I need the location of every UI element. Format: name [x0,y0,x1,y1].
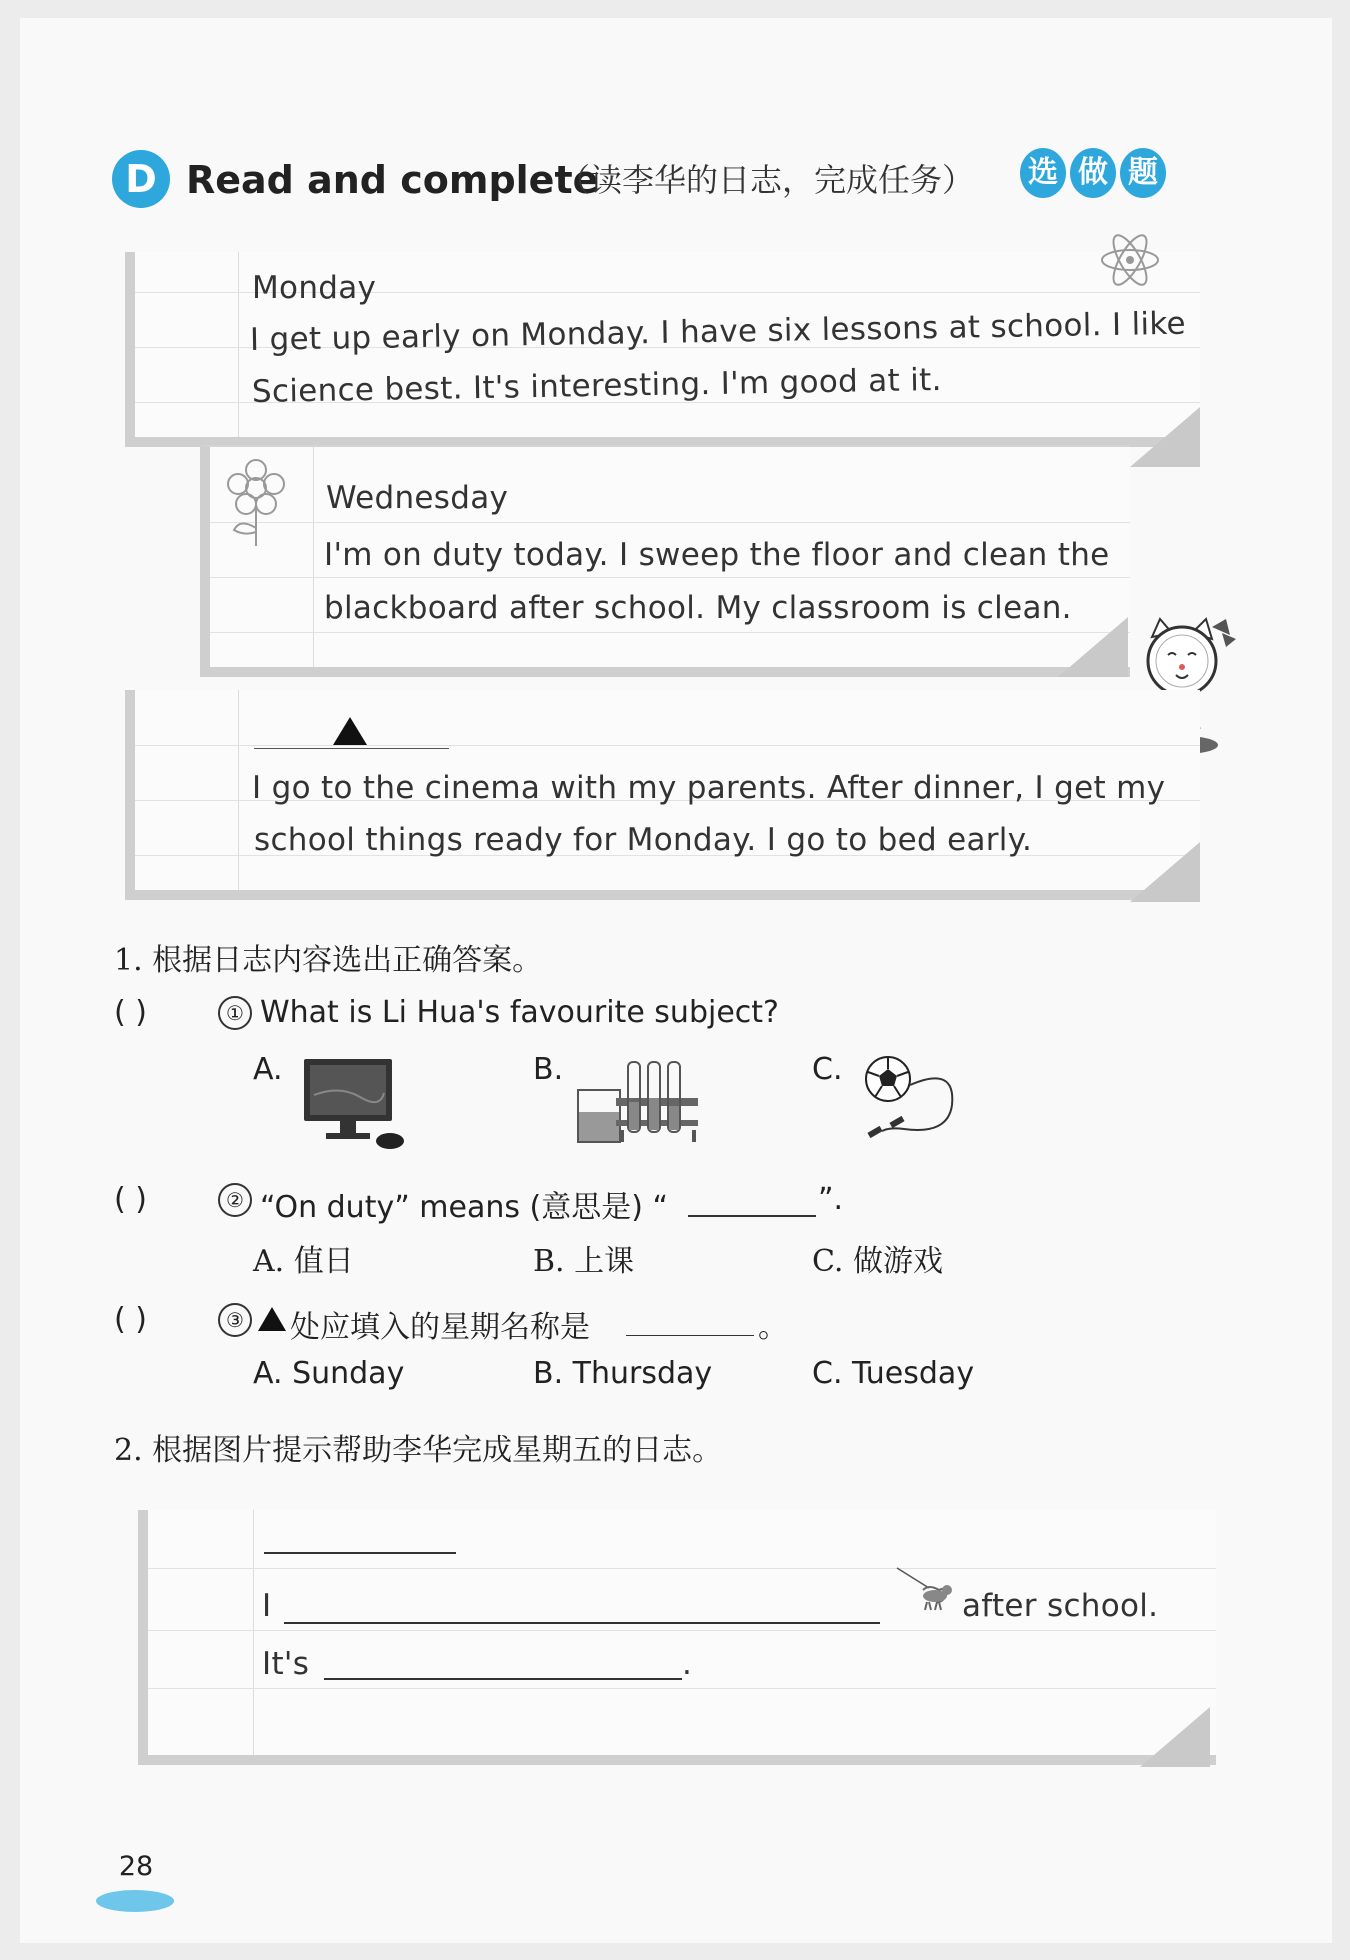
test-tubes-icon [576,1058,701,1144]
wednesday-day-label: Wednesday [326,480,509,516]
q2-question-text: “On duty” means (意思是) “ [260,1190,669,1225]
friday-line-i-label: I [262,1588,272,1624]
friday-activity-blank[interactable] [284,1622,880,1624]
friday-description-blank[interactable] [324,1678,682,1680]
optional-tag-char-2: 做 [1070,148,1116,198]
q2-answer-box[interactable]: ( ) [114,1182,147,1217]
q2-number: ② [218,1183,252,1217]
friday-its-period: . [682,1646,693,1682]
task1-prompt [114,935,542,979]
section-subtitle: （读李华的日志，完成任务） [558,161,975,199]
page-curl [1130,407,1200,467]
flower-icon [220,458,292,548]
q1-option-a[interactable]: A. [253,1052,283,1087]
q3-question-text: 处应填入的星期名称是 [290,1310,590,1345]
page-curl [1140,1707,1210,1767]
friday-diary-card [138,1510,1216,1765]
dog-icon [895,1566,959,1614]
wednesday-line-2: blackboard after school. My classroom is clean. [324,590,1072,626]
monday-day-label: Monday [252,270,377,306]
q2-question [260,1182,668,1226]
wednesday-line-1-text: I'm on duty today. I sweep the floor and clean the [324,537,1110,573]
after-school-text: after school. [962,1588,1159,1624]
q1-option-c[interactable]: C. [812,1052,843,1087]
q3-question-end [758,1302,788,1346]
optional-tag-char-3: 题 [1120,148,1166,198]
section-title: Read and complete [186,158,599,202]
computer-icon [300,1055,410,1150]
q3-question-end-text: 。 [758,1310,788,1345]
q2-option-c-text: C. 做游戏 [812,1244,943,1279]
q1-number: ① [218,996,252,1030]
q2-option-b-text: B. 上课 [533,1244,635,1279]
q1-option-b[interactable]: B. [533,1052,564,1087]
page-number: 28 [118,1851,154,1882]
wednesday-line-1 [324,537,1110,573]
page-curl [1130,842,1200,902]
triangle-marker [333,717,367,745]
q1-question: What is Li Hua's favourite subject? [260,995,779,1030]
q3-answer-box[interactable]: ( ) [114,1302,147,1337]
section-badge: D [112,150,170,208]
q2-blank[interactable] [688,1215,816,1217]
q3-option-c[interactable]: C. Tuesday [812,1356,975,1391]
q2-option-a[interactable] [253,1236,354,1280]
q3-option-b[interactable]: B. Thursday [533,1356,713,1391]
monday-line-1: I get up early on Monday. I have six lessons at school. I like [249,305,1187,358]
q2-option-c[interactable] [812,1236,943,1280]
task2-prompt-text: 2. 根据图片提示帮助李华完成星期五的日志。 [114,1433,723,1468]
q3-question [290,1302,590,1346]
friday-day-blank[interactable] [264,1552,456,1554]
third-line-1: I go to the cinema with my parents. After dinner, I get my [252,770,1166,806]
q3-blank[interactable] [626,1335,754,1336]
optional-tag-char-1: 选 [1020,148,1066,198]
q3-triangle-marker [258,1307,286,1331]
friday-its-label: It's [262,1646,310,1682]
task1-prompt-text: 1. 根据日志内容选出正确答案。 [114,943,543,978]
q2-option-b[interactable] [533,1236,634,1280]
q2-option-a-text: A. 值日 [253,1244,354,1279]
third-line-2: school things ready for Monday. I go to bed early. [254,822,1033,858]
q3-option-a[interactable]: A. Sunday [253,1356,405,1391]
q1-answer-box[interactable]: ( ) [114,995,147,1030]
atom-icon [1098,228,1162,292]
q3-number: ③ [218,1303,252,1337]
page-curl [1058,617,1128,677]
monday-line-2: Science best. It's interesting. I'm good at it. [251,361,942,410]
task2-prompt [114,1425,722,1469]
q2-question-end: ”. [818,1182,844,1217]
football-jump-rope-icon [860,1055,960,1145]
day-blank-line[interactable] [254,748,449,749]
